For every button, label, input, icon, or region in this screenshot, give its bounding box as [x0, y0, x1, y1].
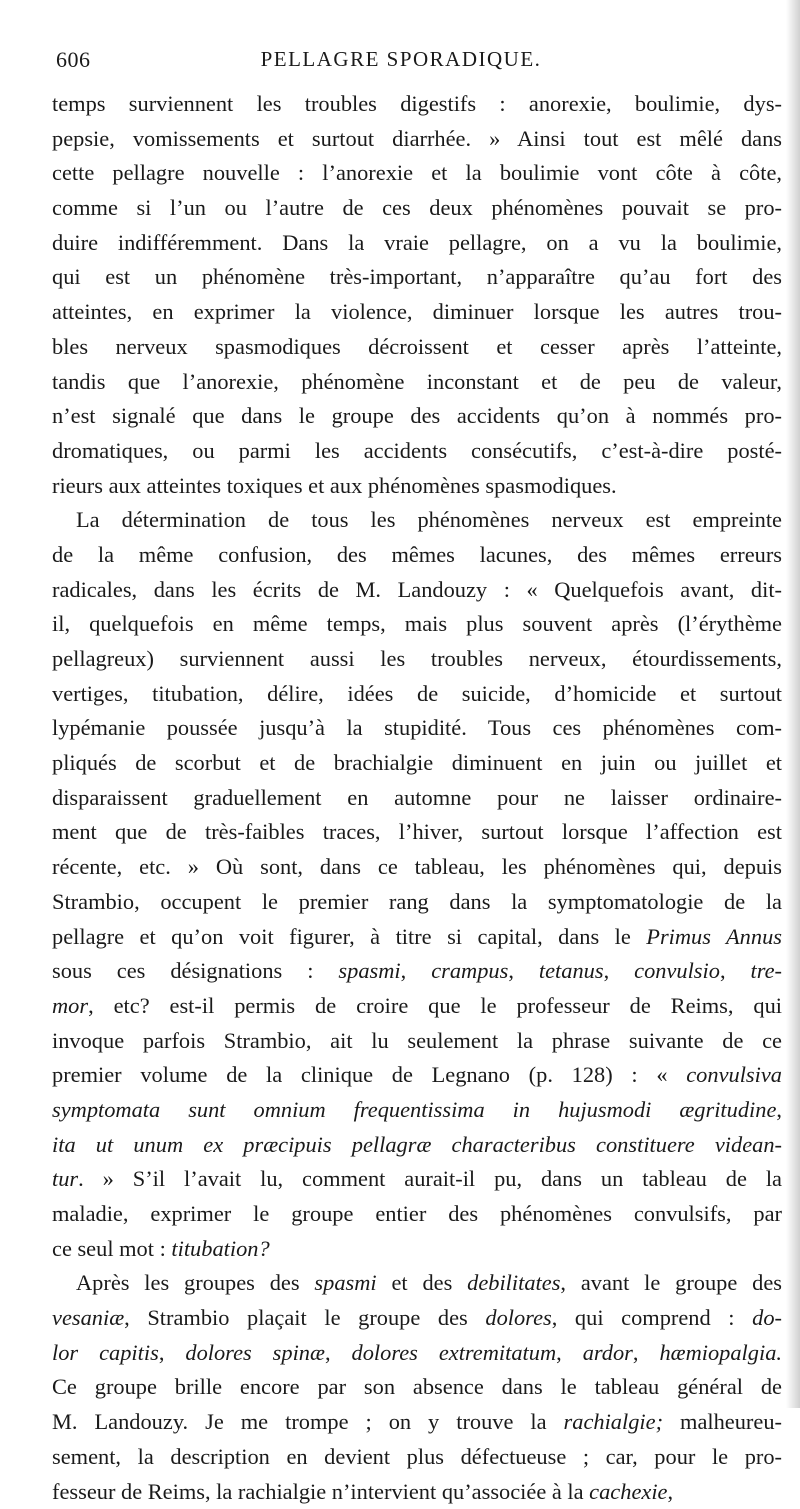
text-line — [52, 573, 782, 608]
text-run: radicales, dans les écrits de M. Landouzy : « Quelquefois avant, dit- — [52, 577, 782, 602]
text-run: , — [667, 1479, 673, 1504]
italic-text: dolores extremitatum — [352, 1340, 557, 1365]
text-run: premier volume de la clinique de Legnano (p. 128) : « — [52, 1062, 686, 1087]
text-line — [52, 191, 782, 226]
text-line — [52, 850, 782, 885]
italic-text: crampus — [431, 958, 508, 983]
text-run: dromatiques, ou parmi les accidents consécutifs, c’est-à-dire posté- — [52, 438, 782, 463]
text-run: maladie, exprimer le groupe entier des phénomènes convulsifs, par — [52, 1201, 782, 1226]
text-run: de la même confusion, des mêmes lacunes, des mêmes erreurs — [52, 542, 782, 567]
text-line — [52, 1440, 782, 1475]
text-line — [52, 815, 782, 850]
text-line — [52, 122, 782, 157]
text-run: M. Landouzy. Je me trompe ; on y trouve la — [52, 1409, 564, 1434]
text-line — [52, 226, 782, 261]
text-run: Ce groupe brille encore par son absence dans le tableau général de — [52, 1374, 782, 1399]
text-run: temps surviennent les troubles digestifs : anorexie, boulimie, dys- — [52, 91, 782, 116]
italic-text: spasmi — [338, 958, 400, 983]
body-text — [52, 87, 782, 1509]
text-run: cette pellagre nouvelle : l’anorexie et la boulimie vont côte à côte, — [52, 160, 782, 185]
text-line — [52, 989, 782, 1024]
text-line — [52, 711, 782, 746]
text-line — [52, 1336, 782, 1371]
italic-text: mor — [52, 993, 88, 1018]
text-run: atteintes, en exprimer la violence, diminuer lorsque les autres trou- — [52, 299, 782, 324]
text-run: , — [508, 958, 539, 983]
text-run: comme si l’un ou l’autre de ces deux phénomènes pouvait se pro- — [52, 195, 782, 220]
text-run: pellagre et qu’on voit figurer, à titre si capital, dans le — [52, 924, 646, 949]
text-line — [52, 538, 782, 573]
italic-text: ita ut unum ex præcipuis pellagræ characteribus constituere videan- — [52, 1132, 782, 1157]
italic-text: lor capitis — [52, 1340, 159, 1365]
text-run: n’est signalé que dans le groupe des accidents qu’on à nommés pro- — [52, 403, 782, 428]
text-line — [52, 746, 782, 781]
text-run: Strambio, occupent le premier rang dans la symptomatologie de la — [52, 889, 782, 914]
text-run: ce seul mot : — [52, 1236, 171, 1261]
text-run: , — [556, 1340, 583, 1365]
running-header — [56, 47, 716, 77]
text-run: Après les groupes des — [76, 1270, 314, 1295]
text-line — [52, 260, 782, 295]
text-run: , qui comprend : — [552, 1305, 752, 1330]
text-run: lypémanie poussée jusqu’à la stupidité. Tous ces phénomènes com- — [52, 715, 782, 740]
italic-text: convulsio — [634, 958, 720, 983]
italic-text: convulsiva — [686, 1062, 782, 1087]
italic-text: spasmi — [314, 1270, 376, 1295]
italic-text: hæmiopalgia. — [659, 1340, 782, 1365]
text-run: , — [325, 1340, 352, 1365]
text-run: pliqués de scorbut et de brachialgie diminuent en juin ou juillet et — [52, 750, 782, 775]
italic-text: dolores spinæ — [185, 1340, 325, 1365]
text-run: ment que de très-faibles traces, l’hiver, surtout lorsque l’affection est — [52, 819, 782, 844]
text-run: , — [159, 1340, 186, 1365]
text-run: , etc? est-il permis de croire que le professeur de Reims, qui — [88, 993, 782, 1018]
text-run: , — [776, 1097, 782, 1122]
text-run: rieurs aux atteintes toxiques et aux phénomènes spasmodiques. — [52, 473, 617, 498]
text-line — [52, 1370, 782, 1405]
text-run: pepsie, vomissements et surtout diarrhée. » Ainsi tout est mêlé dans — [52, 126, 782, 151]
text-line — [52, 920, 782, 955]
text-run: et des — [377, 1270, 468, 1295]
text-run: malheureu- — [663, 1409, 782, 1434]
text-line — [52, 1232, 782, 1267]
text-run: , — [401, 958, 432, 983]
text-line — [52, 1405, 782, 1440]
text-run: sement, la description en devient plus défectueuse ; car, pour le pro- — [52, 1444, 782, 1469]
text-line — [52, 642, 782, 677]
italic-text: debilitates — [467, 1270, 560, 1295]
italic-text: titubation? — [171, 1236, 269, 1261]
italic-text: ardor — [583, 1340, 633, 1365]
text-run: invoque parfois Strambio, ait lu seulement la phrase suivante de ce — [52, 1028, 782, 1053]
running-title: PELLAGRE SPORADIQUE. — [56, 47, 716, 72]
text-line — [52, 1301, 782, 1336]
text-line — [52, 1475, 782, 1509]
page-edge-shadow — [786, 0, 800, 1408]
italic-text: rachialgie; — [564, 1409, 664, 1434]
italic-text: tetanus — [539, 958, 604, 983]
text-line — [52, 503, 782, 538]
text-line — [52, 469, 782, 504]
italic-text: dolores — [485, 1305, 551, 1330]
page-number: 606 — [56, 47, 91, 73]
text-run: il, quelquefois en même temps, mais plus souvent après (l’érythème — [52, 611, 782, 636]
italic-text: vesaniæ — [52, 1305, 124, 1330]
text-run: , — [720, 958, 751, 983]
text-line — [52, 87, 782, 122]
text-line — [52, 1058, 782, 1093]
text-line — [52, 1128, 782, 1163]
text-line — [52, 1197, 782, 1232]
text-run: vertiges, titubation, délire, idées de suicide, d’homicide et surtout — [52, 681, 782, 706]
italic-text: symptomata sunt omnium frequentissima in hujusmodi ægritudine — [52, 1097, 776, 1122]
italic-text: Primus Annus — [646, 924, 782, 949]
text-run: , — [604, 958, 635, 983]
text-line — [52, 295, 782, 330]
text-line — [52, 885, 782, 920]
italic-text: do- — [752, 1305, 782, 1330]
italic-text: tur — [52, 1166, 78, 1191]
text-run: récente, etc. » Où sont, dans ce tableau, les phénomènes qui, depuis — [52, 854, 782, 879]
text-line — [52, 954, 782, 989]
text-run: qui est un phénomène très-important, n’apparaître qu’au fort des — [52, 264, 782, 289]
text-run: , — [633, 1340, 660, 1365]
text-run: tandis que l’anorexie, phénomène inconstant et de peu de valeur, — [52, 369, 782, 394]
text-line — [52, 434, 782, 469]
text-run: . » S’il l’avait lu, comment aurait-il pu, dans un tableau de la — [78, 1166, 782, 1191]
text-run: sous ces désignations : — [52, 958, 338, 983]
text-run: pellagreux) surviennent aussi les troubles nerveux, étourdissements, — [52, 646, 782, 671]
text-line — [52, 781, 782, 816]
text-run: duire indifféremment. Dans la vraie pellagre, on a vu la boulimie, — [52, 230, 782, 255]
text-line — [52, 677, 782, 712]
text-line — [52, 330, 782, 365]
text-line — [52, 1024, 782, 1059]
text-run: , Strambio plaçait le groupe des — [124, 1305, 485, 1330]
text-line — [52, 1266, 782, 1301]
italic-text: tre- — [751, 958, 783, 983]
text-run: disparaissent graduellement en automne pour ne laisser ordinaire- — [52, 785, 782, 810]
text-run: bles nerveux spasmodiques décroissent et cesser après l’atteinte, — [52, 334, 782, 359]
text-run: fesseur de Reims, la rachialgie n’intervient qu’associée à la — [52, 1479, 589, 1504]
text-line — [52, 1093, 782, 1128]
text-line — [52, 1162, 782, 1197]
text-line — [52, 399, 782, 434]
text-line — [52, 607, 782, 642]
text-run: La détermination de tous les phénomènes nerveux est empreinte — [76, 507, 782, 532]
text-line — [52, 365, 782, 400]
italic-text: cachexie — [589, 1479, 667, 1504]
text-line — [52, 156, 782, 191]
text-run: , avant le groupe des — [560, 1270, 782, 1295]
